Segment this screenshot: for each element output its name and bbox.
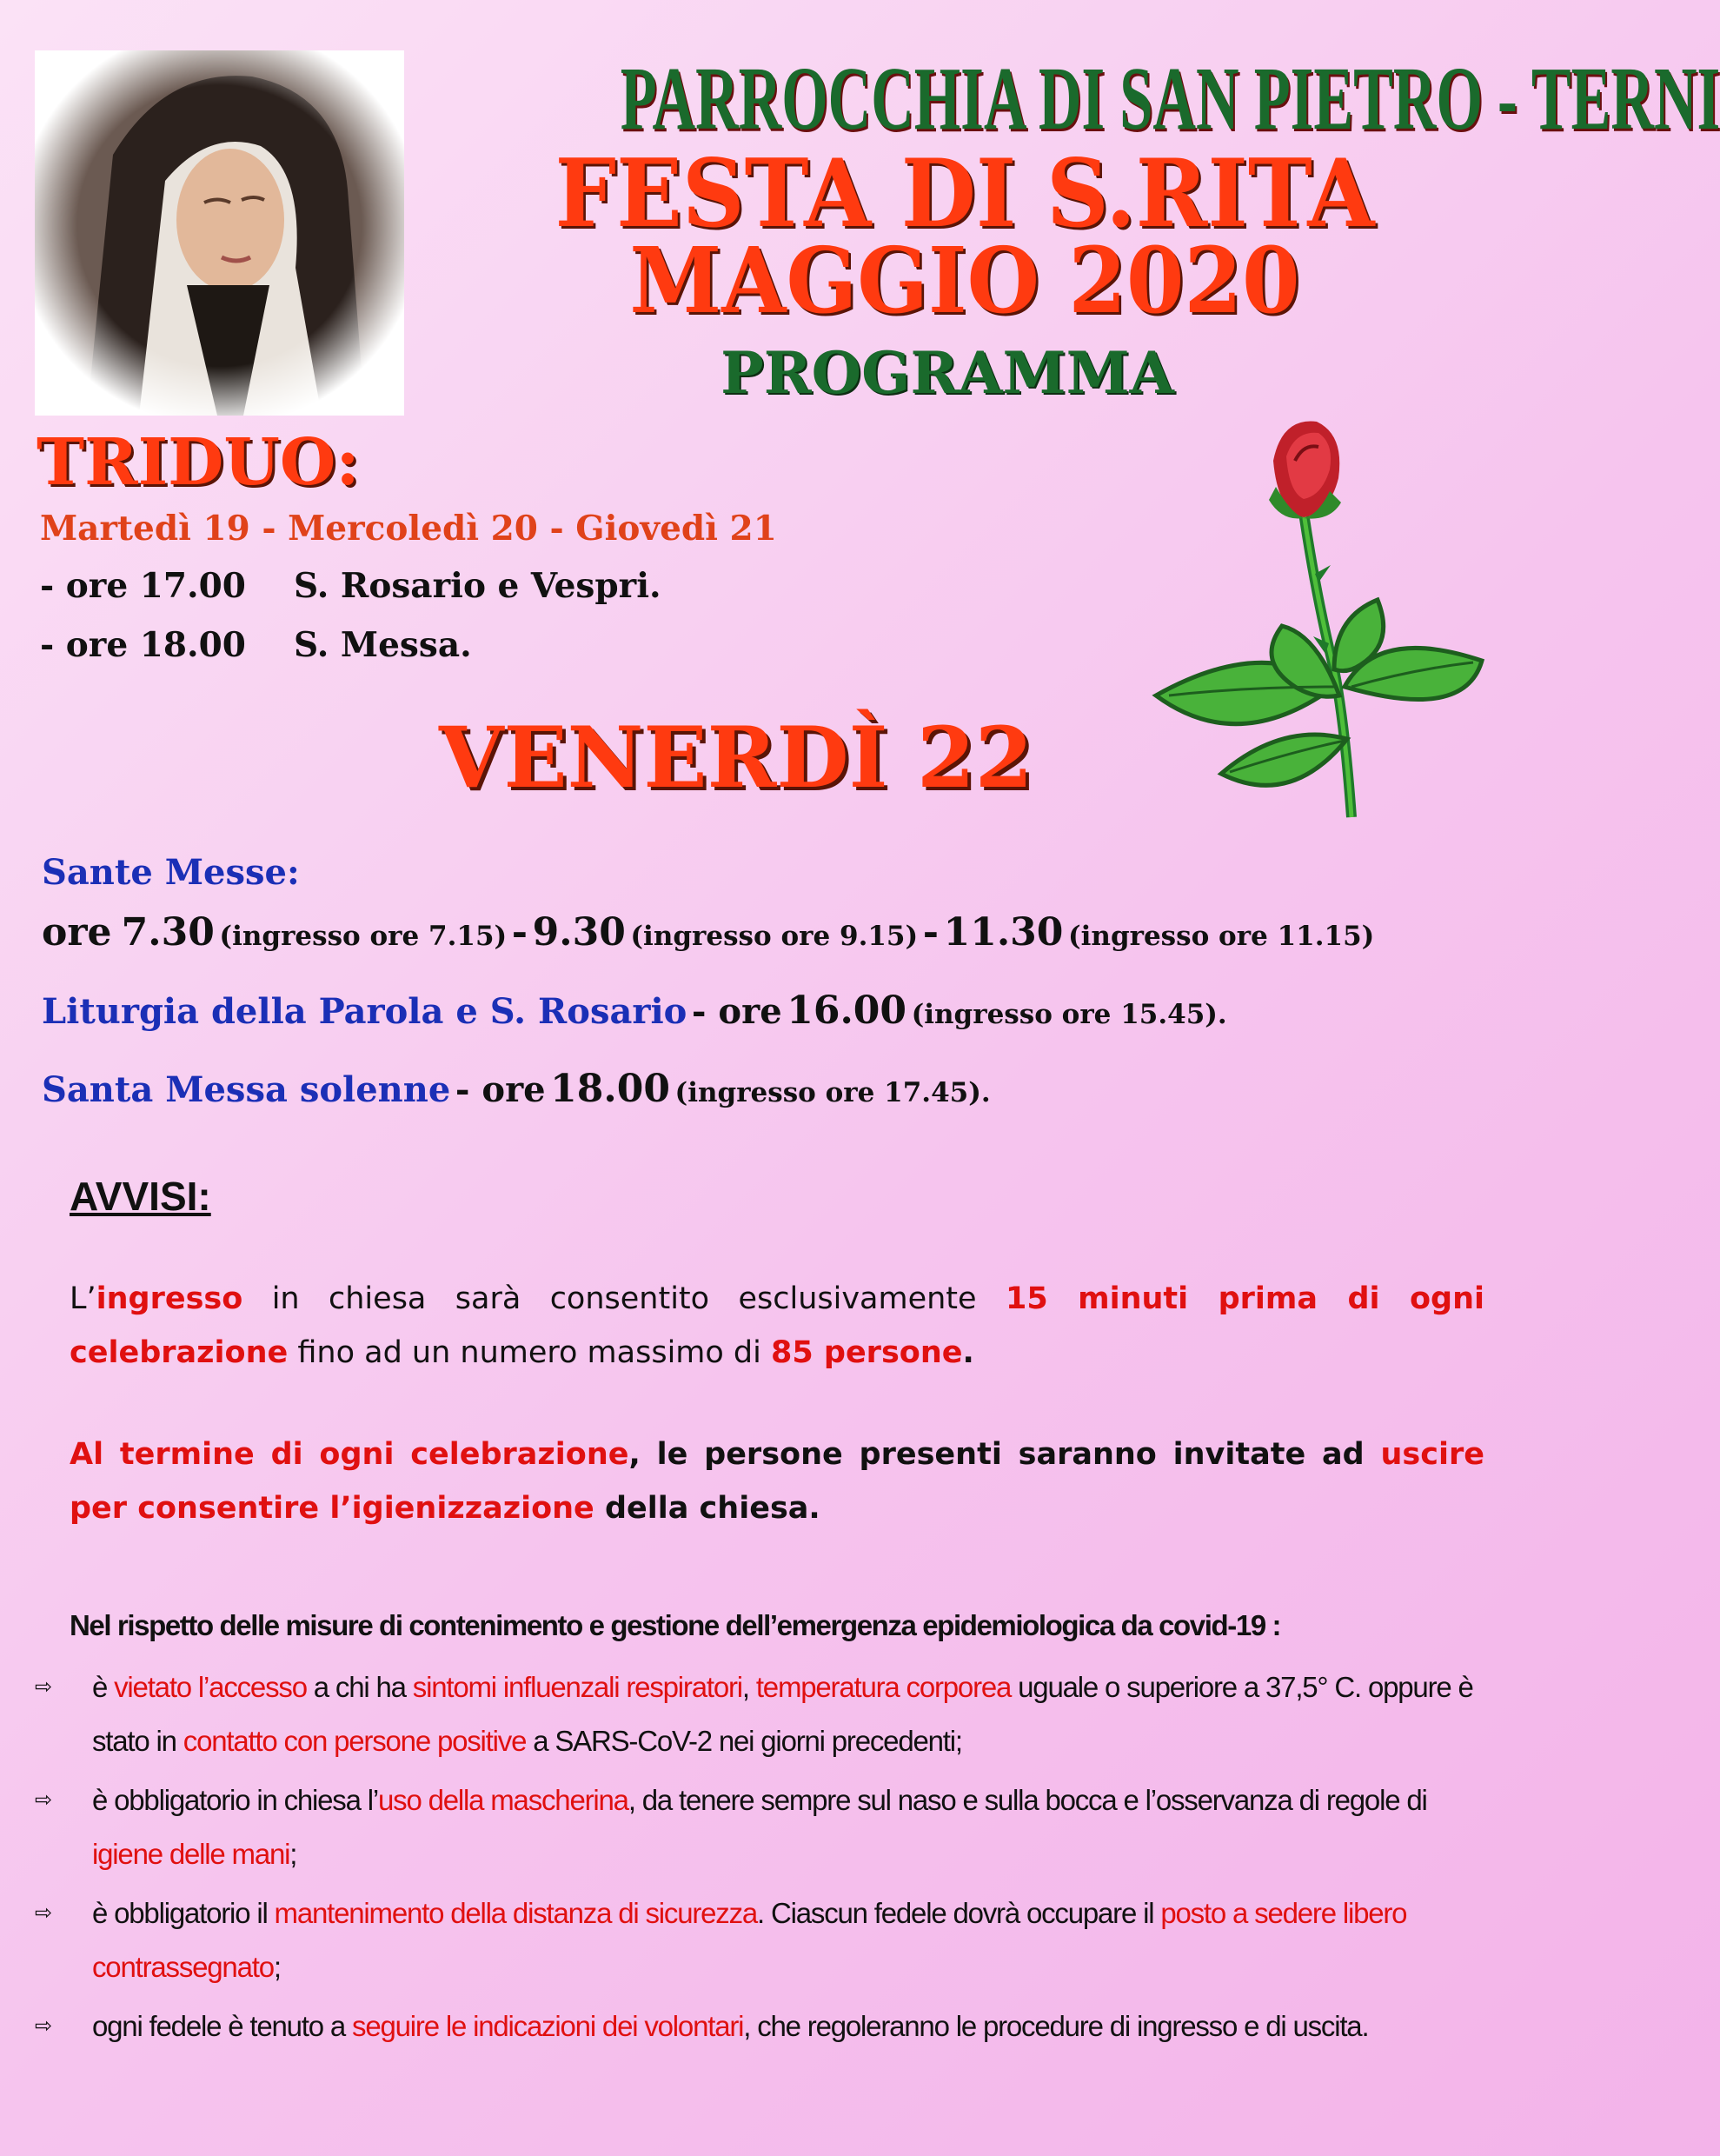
liturgia-row [42, 987, 1227, 1043]
mass-sep-2: - [922, 910, 940, 955]
p1-highlight-15min: 15 minuti prima di ogni celebrazione [70, 1281, 1484, 1370]
solenne-label: Santa Messa solenne [42, 1069, 451, 1110]
mass-note-1: (ingresso ore 7.15) [219, 921, 508, 952]
p2-highlight-termine: Al termine di ogni celebrazione [70, 1437, 629, 1472]
mass-time-2: 9.30 [532, 910, 626, 955]
triduo-line-2-time: - ore 18.00 [40, 625, 246, 665]
avvisi-paragraph-2 [70, 1427, 1484, 1535]
covid-rules-list [35, 1660, 1495, 2059]
mass-sep-1: - [511, 910, 528, 955]
p1-text-c: in chiesa sarà consentito esclusivamente [242, 1281, 1006, 1316]
sante-messe-label: Sante Messe: [42, 852, 300, 893]
liturgia-time: 16.00 [787, 988, 906, 1033]
avvisi-paragraph-1 [70, 1272, 1484, 1380]
p2-text-b: , le persone presenti saranno invitate ad [628, 1437, 1381, 1472]
p2-highlight-uscire: uscire per consentire l’igienizzazione [70, 1437, 1484, 1526]
rose-icon [1117, 409, 1499, 843]
arrow-icon: ⇨ [35, 1788, 51, 1812]
triduo-line-2-text: S. Messa. [294, 625, 472, 665]
triduo-title: TRIDUO: [37, 425, 360, 500]
solenne-time: 18.00 [550, 1067, 670, 1111]
parish-title: PARROCCHIA DI SAN PIETRO - TERNI [620, 49, 1720, 149]
mass-time-1: 7.30 [121, 910, 215, 955]
list-item: ⇨ è obbligatorio il mantenimento della distanza di sicurezza. Ciascun fedele dovrà occupare il posto a sedere libero contrassegnato; [35, 1886, 1495, 1994]
p1-highlight-85: 85 persone [771, 1335, 963, 1370]
programma-title: PROGRAMMA [721, 339, 1174, 407]
liturgia-mid: - ore [691, 991, 782, 1032]
portrait-drawing [35, 50, 404, 416]
mass-note-2: (ingresso ore 9.15) [630, 921, 919, 952]
arrow-icon: ⇨ [35, 1901, 51, 1925]
venerdi-title: VENERDÌ 22 [439, 709, 1033, 807]
p2-text-d: della chiesa. [594, 1491, 820, 1526]
date-title: MAGGIO 2020 [629, 227, 1300, 334]
list-item: ⇨ ogni fedele è tenuto a seguire le indicazioni dei volontari, che regoleranno le procedure di ingresso e di uscita. [35, 2000, 1495, 2053]
saint-rita-portrait [35, 50, 404, 416]
mass-time-3: 11.30 [943, 910, 1064, 955]
festa-title: FESTA DI S.RITA [555, 139, 1375, 249]
p1-text-a: L’ [70, 1281, 96, 1316]
avvisi-title: AVVISI: [70, 1174, 211, 1219]
list-item: ⇨ è vietato l’accesso a chi ha sintomi influenzali respiratori, temperatura corporea uguale o superiore a 37,5° C. oppure è stato in contatto con persone positive a SARS-CoV-2 nei giorni precedenti; [35, 1660, 1495, 1768]
covid-intro: Nel rispetto delle misure di contenimento e gestione dell’emergenza epidemiologica da covid-19 : [70, 1609, 1281, 1641]
liturgia-note: (ingresso ore 15.45). [911, 999, 1227, 1030]
triduo-line-1-time: - ore 17.00 [40, 566, 246, 606]
solenne-mid: - ore [455, 1069, 546, 1110]
masses-prefix: ore [42, 910, 112, 955]
p1-text-e: fino ad un numero massimo di [288, 1335, 771, 1370]
p1-highlight-ingresso: ingresso [96, 1281, 243, 1316]
solenne-row [42, 1065, 991, 1121]
mass-note-3: (ingresso ore 11.15) [1067, 921, 1375, 952]
liturgia-label: Liturgia della Parola e S. Rosario [42, 991, 687, 1032]
masses-row [42, 908, 1374, 965]
triduo-line-1-text: S. Rosario e Vespri. [294, 566, 661, 606]
p1-text-g: . [962, 1335, 974, 1370]
arrow-icon: ⇨ [35, 2014, 51, 2038]
triduo-line-1 [40, 565, 661, 607]
list-item: ⇨ è obbligatorio in chiesa l’uso della mascherina, da tenere sempre sul naso e sulla bocca e l’osservanza di regole di igiene delle mani; [35, 1773, 1495, 1881]
triduo-days: Martedì 19 - Mercoledì 20 - Giovedì 21 [40, 509, 777, 549]
triduo-line-2 [40, 624, 472, 666]
arrow-icon: ⇨ [35, 1675, 51, 1699]
solenne-note: (ingresso ore 17.45). [674, 1077, 991, 1108]
